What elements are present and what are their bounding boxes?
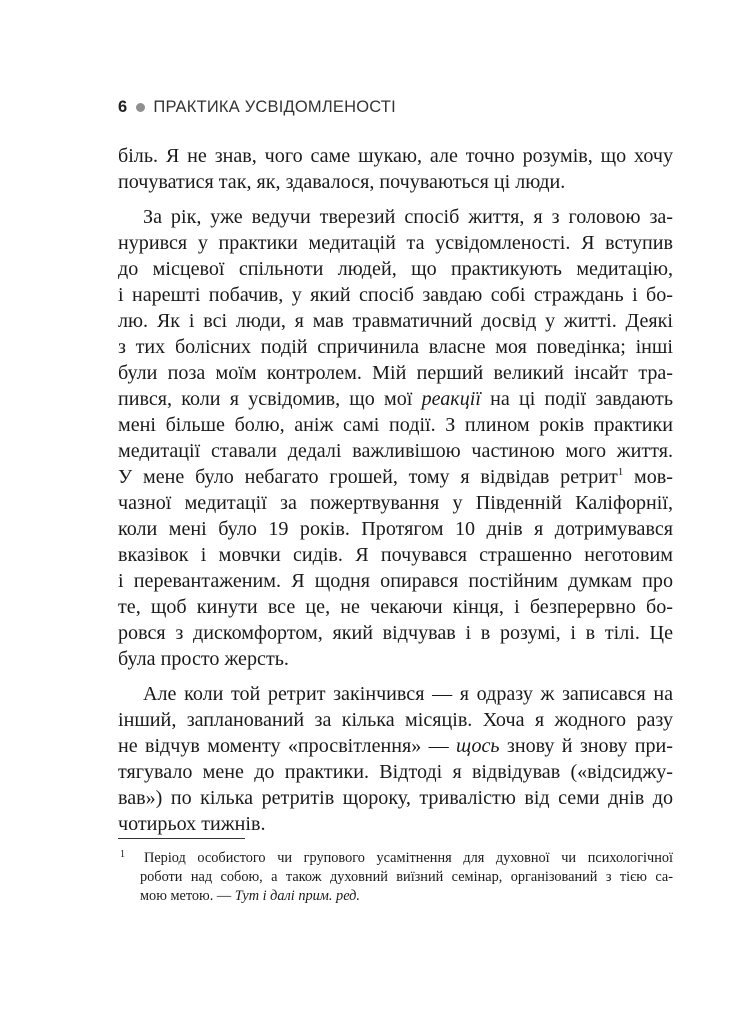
text-line: Але коли той ретрит закінчився — я одразу ж записався на xyxy=(143,683,673,705)
text-line: біль. Я не знав, чого саме шукаю, але точно розумів, що хочу xyxy=(118,145,673,167)
text-line: медитації ставали дедалі важливішою частиною мого життя. xyxy=(118,440,673,462)
footnote-text: мою метою. — xyxy=(140,888,235,904)
text-line: нурився у практики медитацій та усвідомленості. Я вступив xyxy=(118,232,673,254)
emphasis: Тут і далі прим. ред. xyxy=(234,888,360,904)
footnote-line: роботи над собою, а також духовний виїзний семінар, організований з тією са- xyxy=(140,869,673,885)
text-line: те, щоб кинути все це, не чекаючи кінця, і безперервно бо- xyxy=(118,596,673,618)
text-line: вав») по кілька ретритів щороку, тривалістю від семи днів до xyxy=(118,787,673,809)
emphasis: реакції xyxy=(421,388,481,410)
text-run: не відчув моменту «просвітлення» — xyxy=(118,735,457,757)
text-line: інший, запланований за кілька місяців. Хоча я жодного разу xyxy=(118,709,673,731)
text-line: лю. Як і всі люди, я мав травматичний досвід у житті. Деякі xyxy=(118,310,673,332)
text-line: і нарешті побачив, у який спосіб завдаю собі страждань і бо- xyxy=(118,284,673,306)
footnote-text: Період особистого чи групового усамітнення для духовної чи психологічної xyxy=(144,850,673,866)
emphasis: щось xyxy=(456,735,500,757)
text-line xyxy=(118,386,673,412)
text-line: чазної медитації за пожертвування у Південній Каліфорнії, xyxy=(118,492,673,514)
text-line: була просто жерсть. xyxy=(118,648,289,670)
text-run: знову й знову при- xyxy=(499,735,673,757)
text-line xyxy=(118,733,673,759)
text-line: до місцевої спільноти людей, що практикують медитацію, xyxy=(118,258,673,280)
running-head xyxy=(118,98,396,117)
text-line: з тих болісних подій спричинила власне моя поведінка; інші xyxy=(118,336,673,358)
footnote-marker: 1 xyxy=(120,849,125,860)
text-line: були поза моїм контролем. Мій перший великий інсайт тра- xyxy=(118,362,673,384)
text-line: вказівок і мовчки сидів. Я почувався страшенно неготовим xyxy=(118,544,673,566)
text-line: За рік, уже ведучи тверезий спосіб життя, я з головою за- xyxy=(143,206,673,228)
text-run: У мене було небагато грошей, тому я відвідав ретрит xyxy=(118,466,618,488)
text-line: ровся з дискомфортом, який відчував і в розумі, і в тілі. Це xyxy=(118,622,673,644)
text-line: мені більше болю, аніж самі події. З плином років практики xyxy=(118,414,673,436)
text-line: коли мені було 19 років. Протягом 10 днів я дотримувався xyxy=(118,518,673,540)
footnote-divider xyxy=(118,838,245,839)
text-run: на ці події завдають xyxy=(480,388,673,410)
footnote xyxy=(118,849,673,906)
body-text xyxy=(118,143,673,837)
text-run: пився, коли я усвідомив, що мої xyxy=(118,388,422,410)
footnote-line xyxy=(118,887,673,906)
page-number: 6 xyxy=(118,98,128,116)
footnote-line xyxy=(118,849,673,868)
text-line xyxy=(118,464,673,490)
text-line: чотирьох тижнів. xyxy=(118,813,266,835)
text-run: мов- xyxy=(623,466,673,488)
footnote-reference[interactable]: 1 xyxy=(617,466,624,478)
bullet-dot-icon xyxy=(136,103,145,112)
text-line: почуватися так, як, здавалося, почуваються ці люди. xyxy=(118,171,566,193)
text-line: і перевантаженим. Я щодня опирався постійним думкам про xyxy=(118,570,673,592)
chapter-title: ПРАКТИКА УСВІДОМЛЕНОСТІ xyxy=(153,98,396,116)
text-line: тягувало мене до практики. Відтоді я відвідував («відсиджу- xyxy=(118,761,673,783)
